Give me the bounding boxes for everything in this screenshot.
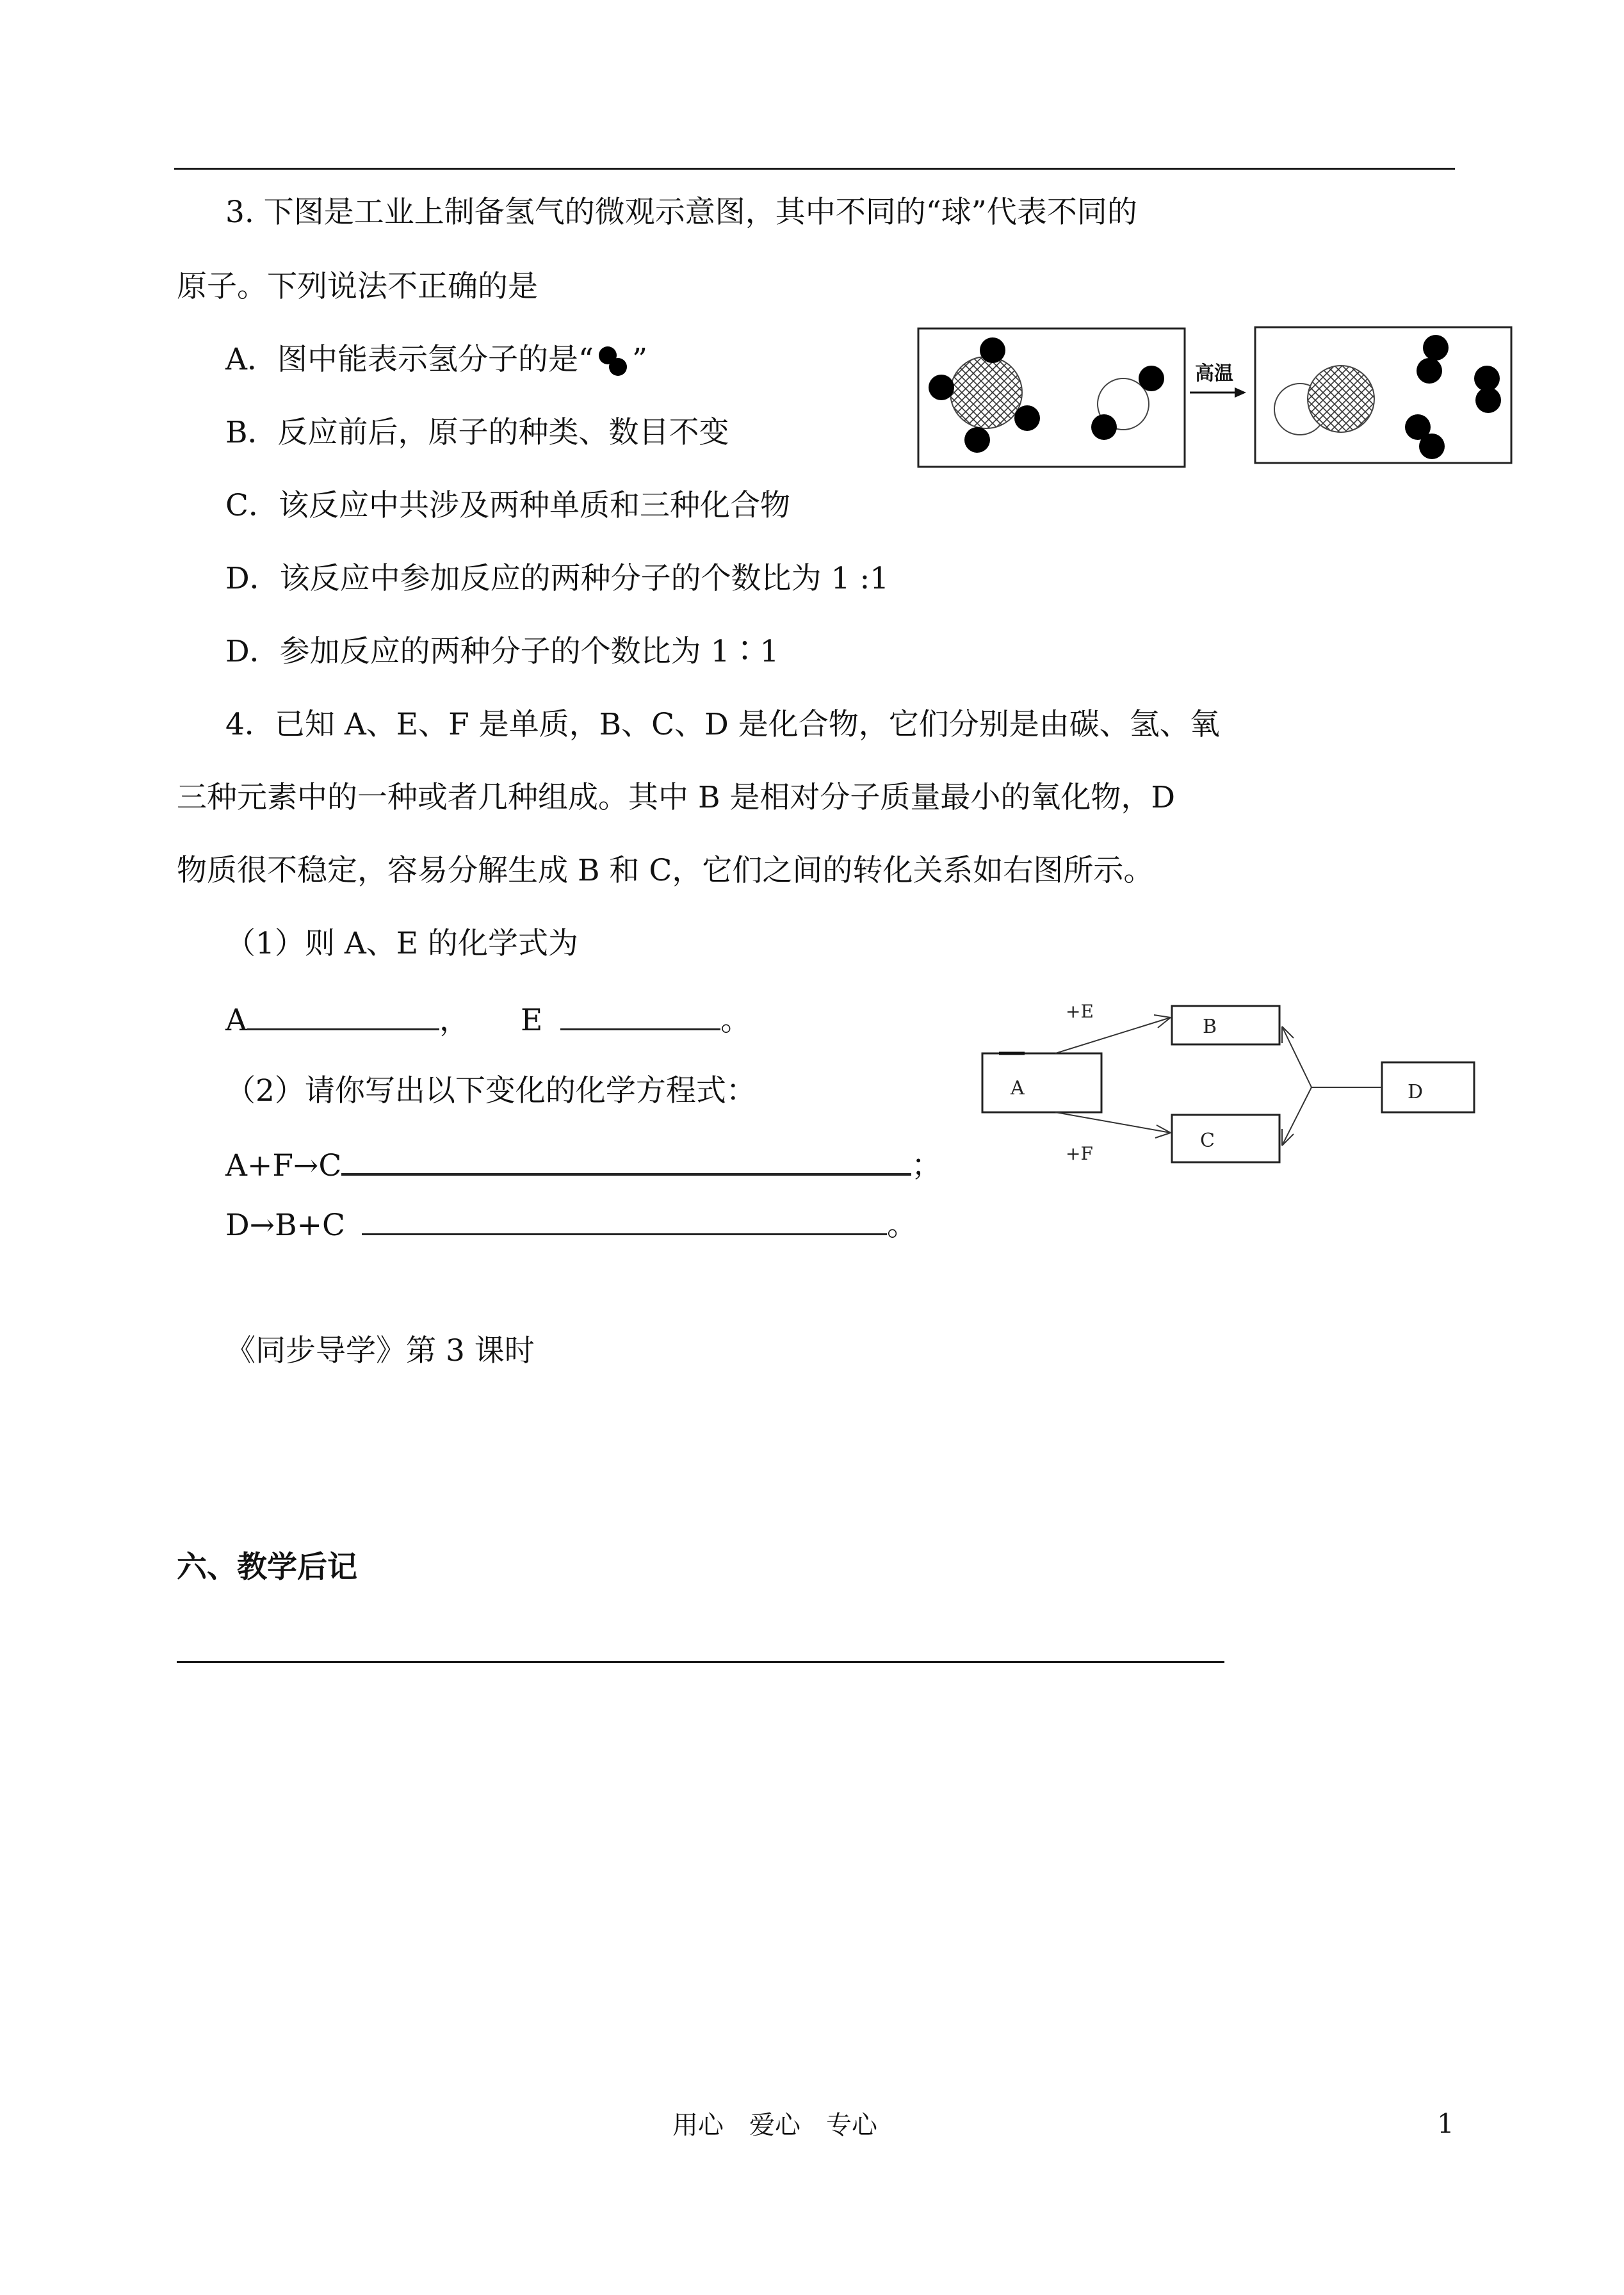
- q3-option-d2: D．参加反应的两种分子的个数比为 1∶1: [225, 634, 779, 669]
- eq2-end: 。: [886, 1208, 917, 1243]
- q4-stem-line2: 三种元素中的一种或者几种组成。其中 B 是相对分子质量最小的氧化物，D: [177, 780, 1176, 815]
- edge-d-to-c: [1282, 1087, 1311, 1146]
- eq1-field[interactable]: [341, 1144, 911, 1176]
- footer-motto: 用心 爱心 专心: [672, 2111, 877, 2140]
- page-number: 1: [1437, 2108, 1454, 2139]
- node-a-label: A: [1011, 1077, 1025, 1099]
- condition-label: 高温: [1195, 362, 1233, 385]
- q4-relation-diagram: [980, 996, 1492, 1181]
- hatched-atom: [950, 357, 1022, 428]
- edge-bottom-label: +F: [1066, 1143, 1093, 1164]
- black-atom: [964, 427, 990, 453]
- black-atom: [1091, 414, 1117, 440]
- blank-e-label: E: [520, 1003, 543, 1038]
- node-a-box: [982, 1053, 1101, 1112]
- q3-stem-line2: 原子。下列说法不正确的是: [177, 269, 538, 304]
- eq2-field[interactable]: [362, 1204, 887, 1235]
- eq2-label: D→B+C: [225, 1208, 345, 1243]
- notes-line[interactable]: [177, 1661, 1224, 1663]
- black-atom: [1474, 366, 1500, 391]
- eq1-end: ；: [911, 1148, 942, 1183]
- node-b-box: [1172, 1006, 1279, 1044]
- q4-stem-line1: 4．已知 A、E、F 是单质，B、C、D 是化合物，它们分别是由碳、氢、氧: [225, 707, 1220, 742]
- blank-e-field[interactable]: [560, 999, 720, 1030]
- q4-eq2-row: [225, 1204, 917, 1245]
- q3-stem-line1: 3. 下图是工业上制备氢气的微观示意图，其中不同的“球”代表不同的: [225, 195, 1137, 230]
- blank-e-end: 。: [720, 1003, 751, 1038]
- black-atom: [1475, 387, 1501, 413]
- black-atom: [1417, 358, 1442, 384]
- q3-reaction-figure: [916, 323, 1524, 477]
- black-atom: [980, 337, 1005, 363]
- blank-a-sep: ，: [439, 1003, 469, 1038]
- header-rule: [174, 168, 1455, 170]
- blank-a-label: A: [225, 1003, 247, 1038]
- edge-a-to-b: [1055, 1018, 1171, 1053]
- black-atom: [1014, 405, 1040, 431]
- q4-eq1-row: [225, 1144, 941, 1185]
- q3-option-c: C．该反应中共涉及两种单质和三种化合物: [225, 488, 790, 523]
- section-title: 六、教学后记: [177, 1550, 357, 1585]
- black-atom: [1419, 434, 1445, 459]
- black-atom: [1139, 366, 1164, 391]
- node-c-box: [1172, 1115, 1279, 1162]
- hatched-atom: [1308, 366, 1374, 432]
- q3-option-a-suffix: ”: [631, 342, 648, 377]
- node-d-box: [1382, 1062, 1474, 1112]
- q3-option-d1: D．该反应中参加反应的两种分子的个数比为 1 :1: [225, 561, 889, 596]
- node-c-label: C: [1200, 1130, 1215, 1152]
- node-b-label: B: [1203, 1016, 1217, 1038]
- eq1-label: A+F→C: [225, 1148, 342, 1183]
- q4-part1: （1）则 A、E 的化学式为: [225, 926, 579, 961]
- q4-blank-row: [225, 999, 751, 1040]
- q3-option-a-prefix: A．图中能表示氢分子的是“: [225, 342, 594, 377]
- hydrogen-molecule-icon: [594, 344, 632, 380]
- black-atom: [929, 375, 954, 400]
- black-atom: [1423, 335, 1449, 361]
- lesson-reference: 《同步导学》第 3 课时: [225, 1333, 535, 1368]
- edge-d-to-b: [1282, 1026, 1311, 1087]
- node-d-label: D: [1408, 1081, 1424, 1103]
- q3-option-b: B．反应前后，原子的种类、数目不变: [225, 415, 729, 450]
- q4-part2: （2）请你写出以下变化的化学方程式：: [225, 1073, 756, 1108]
- blank-a-field[interactable]: [247, 999, 439, 1030]
- edge-a-to-c: [1055, 1112, 1171, 1133]
- q3-option-a: [225, 341, 647, 380]
- q4-stem-line3: 物质很不稳定，容易分解生成 B 和 C，它们之间的转化关系如右图所示。: [177, 853, 1154, 888]
- edge-top-label: +E: [1066, 1001, 1094, 1022]
